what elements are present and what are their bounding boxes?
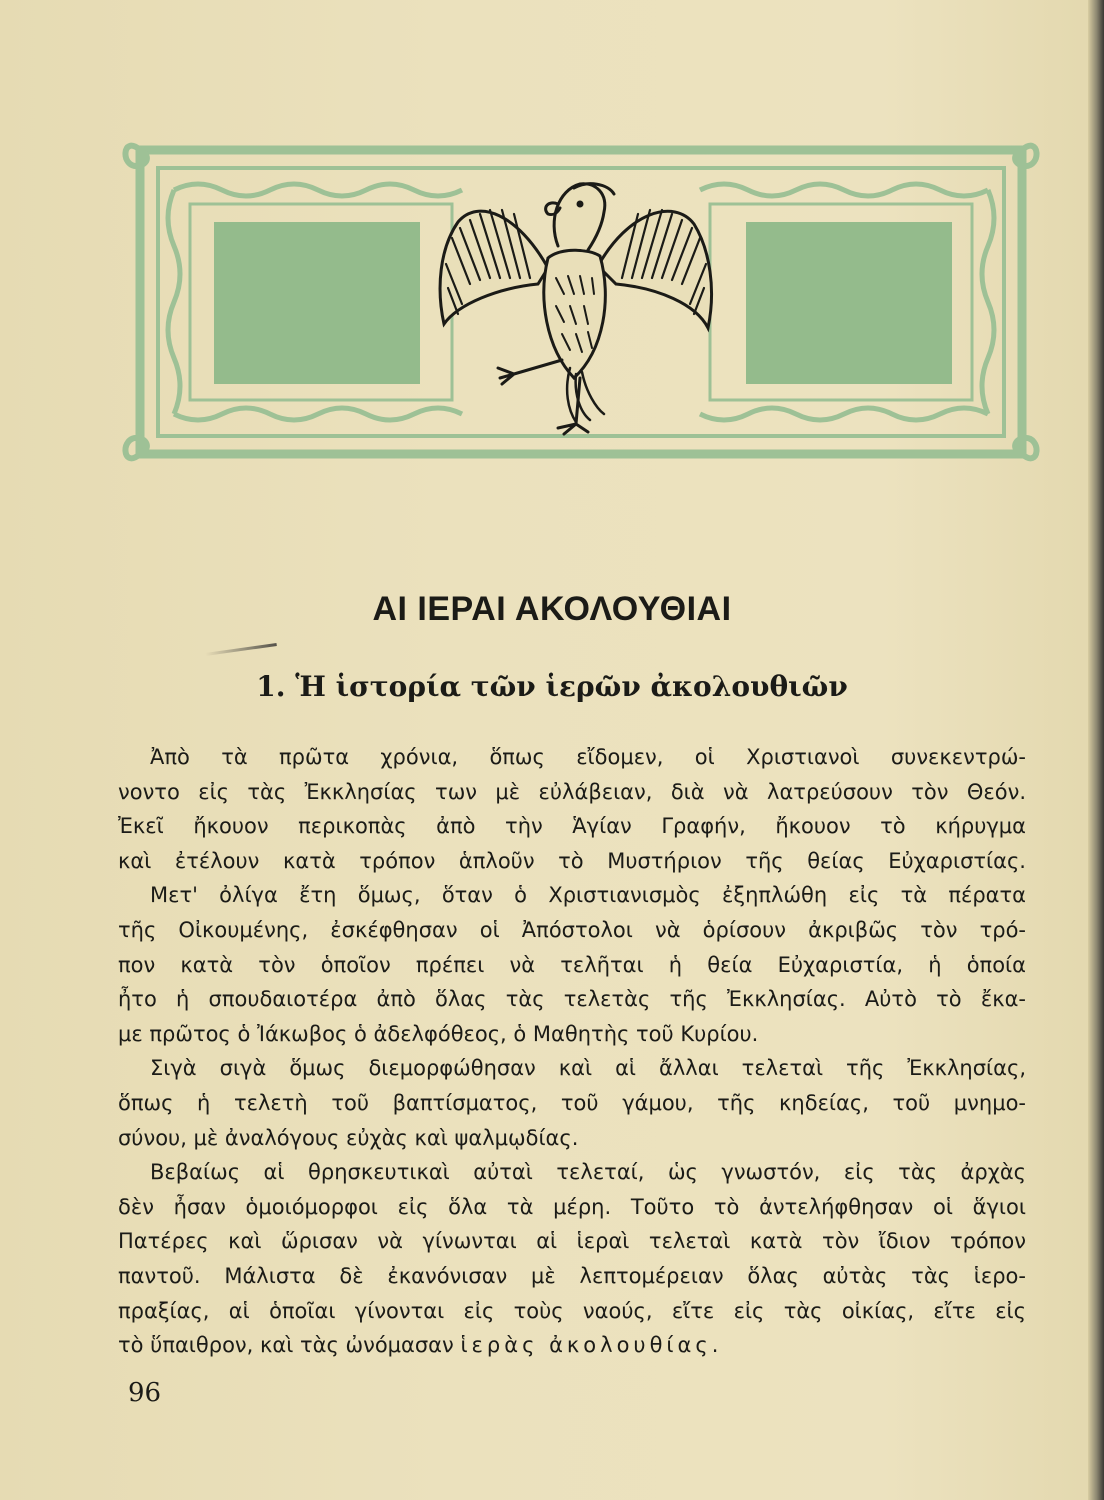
text-line: δὲν ἦσαν ὁμοιόμορφοι εἰς ὅλα τὰ μέρη. Τοῦτο τὸ ἀντελήφθησαν οἱ ἅγιοι: [118, 1194, 1026, 1219]
text-line-final: [118, 1328, 1026, 1363]
text-line: τὸ ὕπαιθρον, καὶ τὰς ὠνόμασαν: [118, 1333, 454, 1358]
section-title: 1. Ἡ ἱστορία τῶν ἱερῶν ἀκολουθιῶν: [256, 670, 848, 703]
text-line: καὶ ἐτέλουν κατὰ τρόπον ἁπλοῦν τὸ Μυστήριον τῆς θείας Εὐχαριστίας.: [118, 848, 1026, 873]
text-line: τῆς Οἰκουμένης, ἐσκέφθησαν οἱ Ἀπόστολοι νὰ ὁρίσουν ἀκριβῶς τὸν τρό-: [118, 917, 1026, 942]
text-line: Ἀπὸ τὰ πρῶτα χρόνια, ὅπως εἴδομεν, οἱ Χριστιανοὶ συνεκεντρώ-: [150, 745, 1026, 769]
eagle-icon: [440, 184, 711, 434]
text-line: Σιγὰ σιγὰ ὅμως διεμορφώθησαν καὶ αἱ ἄλλαι τελεταὶ τῆς Ἐκκλησίας,: [150, 1056, 1026, 1081]
chapter-title: ΑΙ ΙΕΡΑΙ ΑΚΟΛΟΥΘΙΑΙ: [372, 590, 732, 628]
text-line: πραξίας, αἱ ὁποῖαι γίνονται εἰς τοὺς ναούς, εἴτε εἰς τὰς οἰκίας, εἴτε εἰς: [118, 1298, 1026, 1323]
text-line: ὅπως ἡ τελετὴ τοῦ βαπτίσματος, τοῦ γάμου, τῆς κηδείας, τοῦ μνημο-: [118, 1090, 1026, 1115]
page-edge-shadow: [1088, 0, 1104, 1500]
text-line: Πατέρες καὶ ὥρισαν νὰ γίνωνται αἱ ἱεραὶ τελεταὶ κατὰ τὸν ἴδιον τρόπον: [118, 1229, 1026, 1254]
text-line: σύνου, μὲ ἀναλόγους εὐχὰς καὶ ψαλμῳδίας.: [118, 1125, 579, 1150]
header-ornament: [118, 128, 1044, 476]
text-line: πον κατὰ τὸν ὁποῖον πρέπει νὰ τελῆται ἡ θεία Εὐχαριστία, ἡ ὁποία: [118, 952, 1026, 977]
text-line: Βεβαίως αἱ θρησκευτικαὶ αὐταὶ τελεταί, ὡς γνωστόν, εἰς τὰς ἀρχὰς: [150, 1160, 1026, 1185]
text-line: με πρῶτος ὁ Ἰάκωβος ὁ ἀδελφόθεος, ὁ Μαθητὴς τοῦ Κυρίου.: [118, 1021, 759, 1046]
emphasized-phrase: ἱερὰς ἀκολουθίας.: [460, 1333, 723, 1358]
page-number: 96: [128, 1378, 162, 1408]
text-line: Μετ' ὀλίγα ἔτη ὅμως, ὅταν ὁ Χριστιανισμὸς ἐξηπλώθη εἰς τὰ πέρατα: [150, 883, 1026, 908]
text-line: νοντο εἰς τὰς Ἐκκλησίας των μὲ εὐλάβειαν, διὰ νὰ λατρεύσουν τὸν Θεόν.: [118, 779, 1026, 804]
text-line: ἦτο ἡ σπουδαιοτέρα ἀπὸ ὅλας τὰς τελετὰς τῆς Ἐκκλησίας. Αὐτὸ τὸ ἔκα-: [118, 987, 1026, 1012]
body-text: [118, 740, 1026, 1363]
text-line: παντοῦ. Μάλιστα δὲ ἐκανόνισαν μὲ λεπτομέρειαν ὅλας αὐτὰς τὰς ἱερο-: [118, 1263, 1026, 1288]
text-line: Ἐκεῖ ἤκουον περικοπὰς ἀπὸ τὴν Ἁγίαν Γραφήν, ἤκουον τὸ κήρυγμα: [118, 814, 1026, 839]
